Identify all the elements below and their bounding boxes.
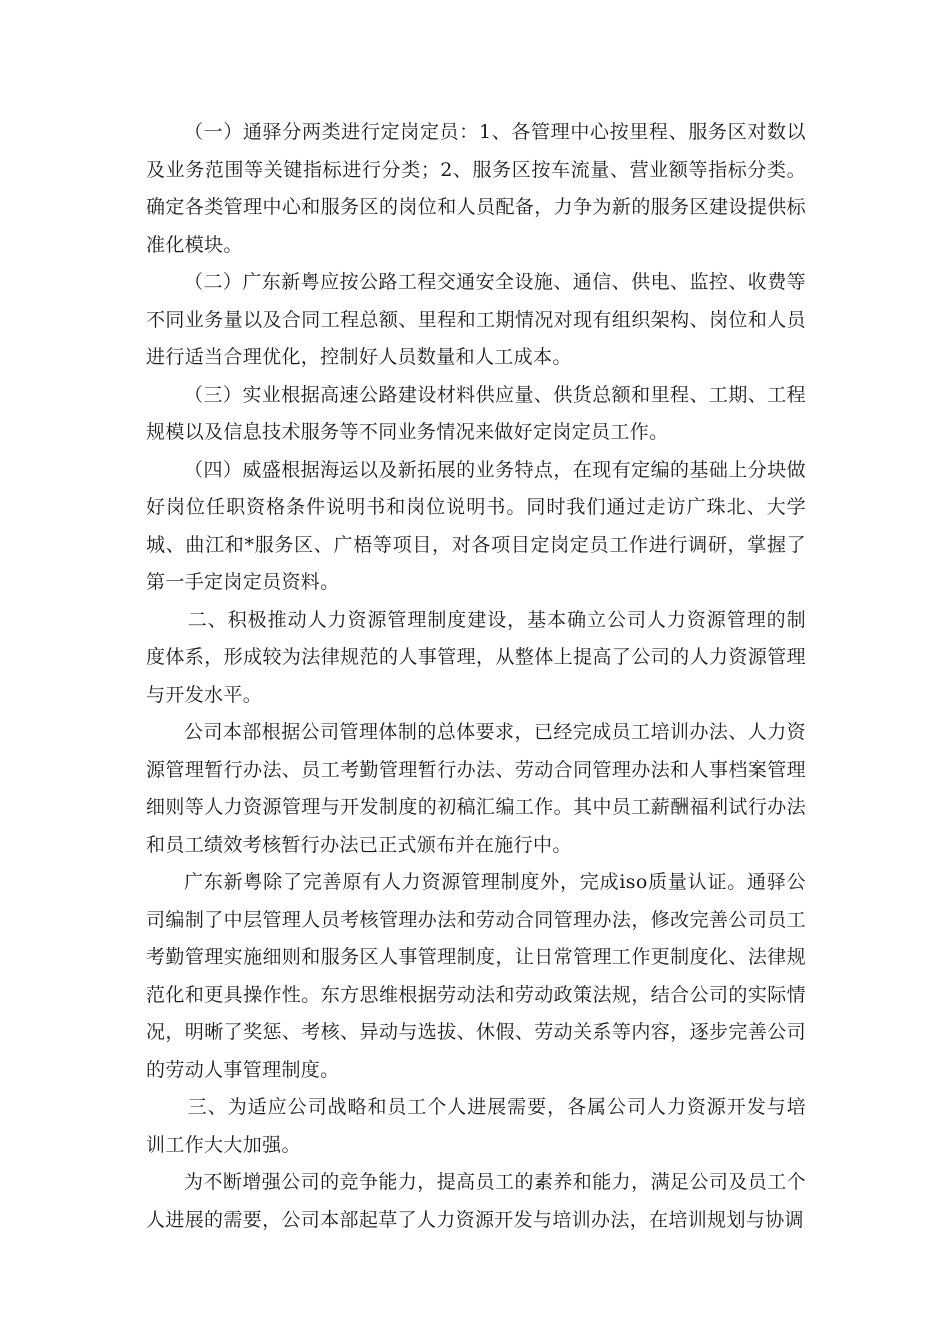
paragraph-subsidiary-regulations: 广东新粤除了完善原有人力资源管理制度外，完成iso质量认证。通驿公司编制了中层管理人员考核管理办法和劳动合同管理办法，修改完善公司员工考勤管理实施细则和服务区人事管理制度，让日常管理工作更制度化、法律规范化和更具操作性。东方思维根据劳动法和劳动政策法规，结合公司的实际情况，明晰了奖惩、考核、异动与选拔、休假、劳动关系等内容，逐步完善公司的劳动人事管理制度。: [146, 871, 806, 1081]
paragraph-shiye-staffing: （三）实业根据高速公路建设材料供应量、供货总额和里程、工期、工程规模以及信息技术服务等不同业务情况来做好定岗定员工作。: [146, 383, 806, 443]
paragraph-xinyue-optimization: （二）广东新粤应按公路工程交通安全设施、通信、供电、监控、收费等不同业务量以及合同工程总额、里程和工期情况对现有组织架构、岗位和人员进行适当合理优化，控制好人员数量和人工成本。: [146, 271, 806, 368]
paragraph-weisheng-staffing: （四）威盛根据海运以及新拓展的业务特点，在现有定编的基础上分块做好岗位任职资格条件说明书和岗位说明书。同时我们通过走访广珠北、大学城、曲江和*服务区、广梧等项目，对各项目定岗定员工作进行调研，掌握了第一手定岗定员资料。: [146, 458, 806, 593]
section-heading-two: 二、积极推动人力资源管理制度建设，基本确立公司人力资源管理的制度体系，形成较为法律规范的人事管理，从整体上提高了公司的人力资源管理与开发水平。: [146, 608, 806, 706]
section-heading-three: 三、为适应公司战略和员工个人进展需要，各属公司人力资源开发与培训工作大大加强。: [146, 1096, 806, 1156]
paragraph-training: 为不断增强公司的竞争能力，提高员工的素养和能力，满足公司及员工个人进展的需要，公司本部起草了人力资源开发与培训办法，在培训规划与协调: [146, 1171, 806, 1231]
paragraph-hq-regulations: 公司本部根据公司管理体制的总体要求，已经完成员工培训办法、人力资源管理暂行办法、员工考勤管理暂行办法、劳动合同管理办法和人事档案管理细则等人力资源管理与开发制度的初稿汇编工作。其中员工薪酬福利试行办法和员工绩效考核暂行办法已正式颁布并在施行中。: [146, 721, 806, 856]
paragraph-tongyi-staffing: （一）通驿分两类进行定岗定员：1、各管理中心按里程、服务区对数以及业务范围等关键指标进行分类；2、服务区按车流量、营业额等指标分类。确定各类管理中心和服务区的岗位和人员配备，力争为新的服务区建设提供标准化模块。: [146, 121, 806, 256]
document-page: [146, 114, 806, 1239]
